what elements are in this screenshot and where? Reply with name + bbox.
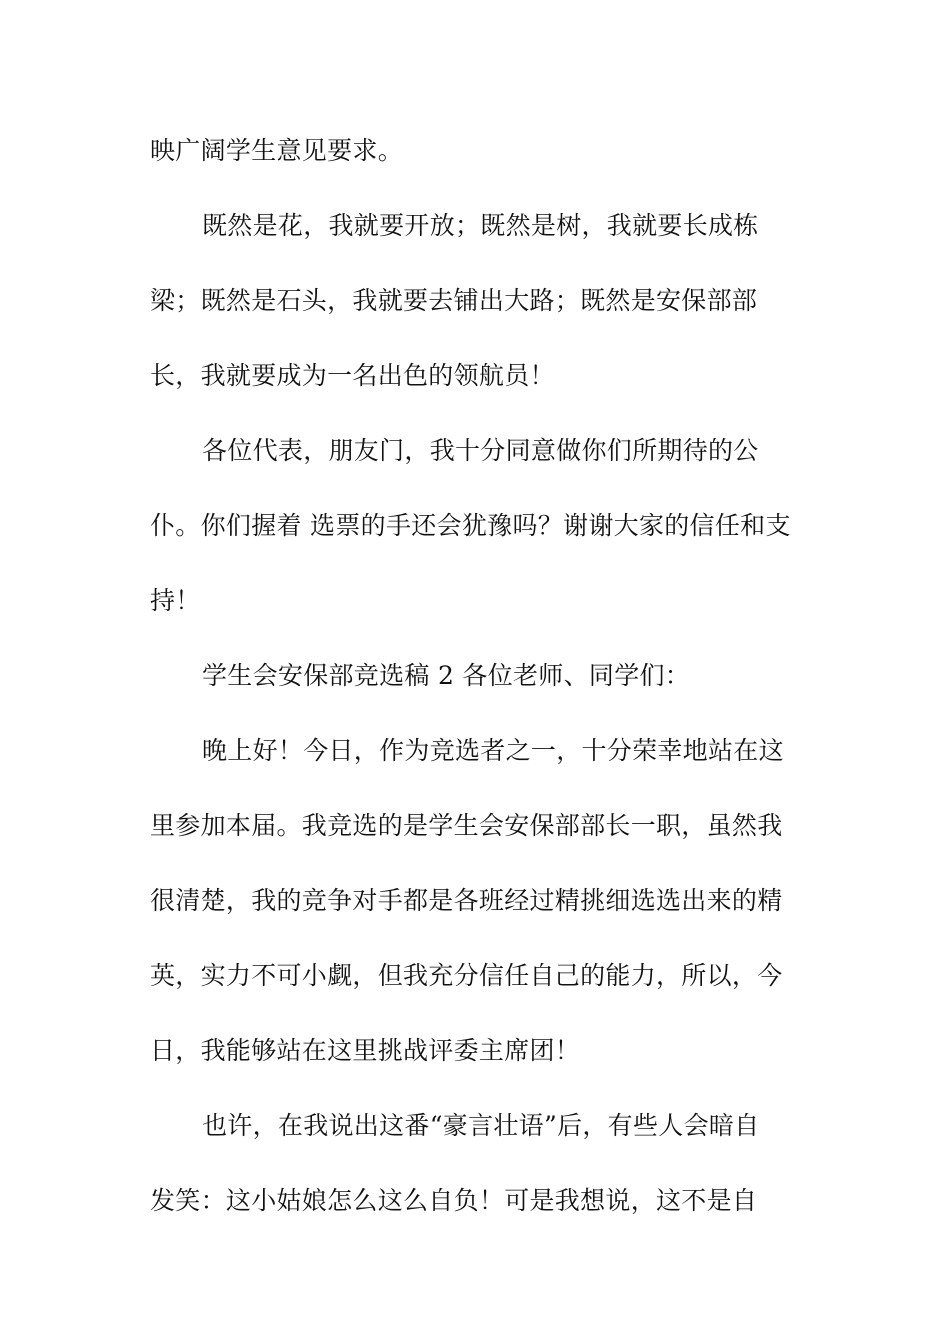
paragraph-start-line: 晚上好！今日，作为竞选者之一，十分荣幸地站在这 xyxy=(202,736,784,765)
text-line: 很清楚，我的竞争对手都是各班经过精挑细选选出来的精 xyxy=(150,886,783,915)
text-line: 持！ xyxy=(150,586,201,615)
section-heading-line: 学生会安保部竞选稿 2 各位老师、同学们： xyxy=(202,661,691,690)
text-line: 英，实力不可小觑，但我充分信任自己的能力，所以，今 xyxy=(150,961,783,990)
text-line: 日，我能够站在这里挑战评委主席团！ xyxy=(150,1036,581,1065)
text-line: 梁；既然是石头，我就要去铺出大路；既然是安保部部 xyxy=(150,286,758,315)
text-line: 映广阔学生意见要求。 xyxy=(150,136,404,165)
paragraph-start-line: 各位代表，朋友门，我十分同意做你们所期待的公 xyxy=(202,436,759,465)
paragraph-start-line: 既然是花，我就要开放；既然是树，我就要长成栋 xyxy=(202,211,759,240)
text-line: 仆。你们握着 选票的手还会犹豫吗？谢谢大家的信任和支 xyxy=(150,511,791,540)
text-line: 发笑：这小姑娘怎么这么自负！可是我想说，这不是自 xyxy=(150,1186,758,1215)
text-line: 长，我就要成为一名出色的领航员！ xyxy=(150,361,555,390)
text-line: 里参加本届。我竞选的是学生会安保部部长一职，虽然我 xyxy=(150,811,783,840)
paragraph-start-line: 也许，在我说出这番“豪言壮语”后，有些人会暗自 xyxy=(202,1111,760,1140)
